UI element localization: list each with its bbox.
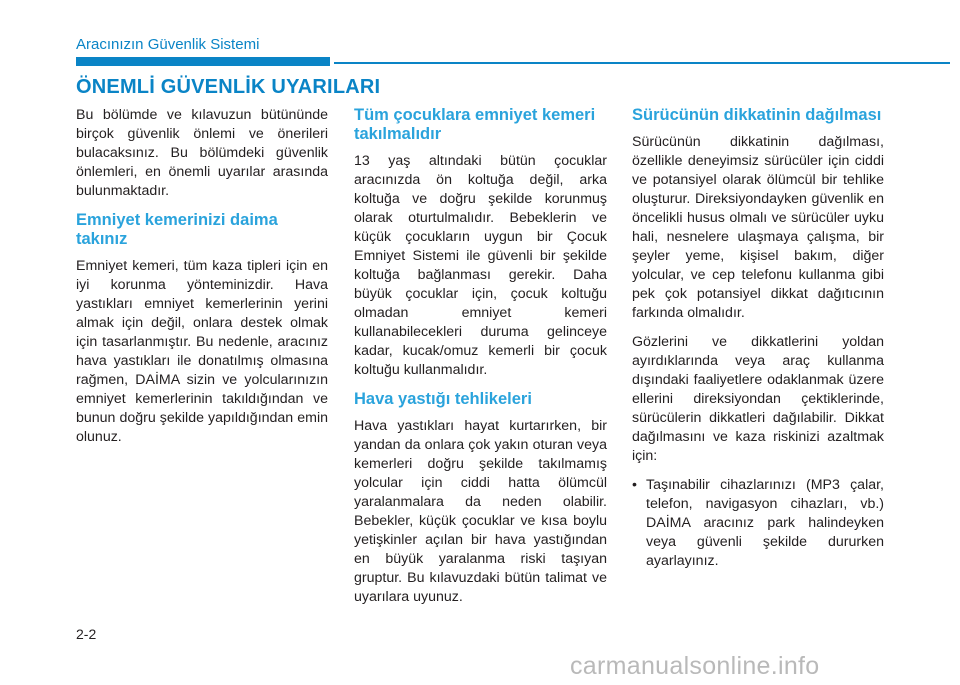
heading-airbag: Hava yastığı tehlikeleri [354, 390, 532, 408]
heading-children: Tüm çocuklara emniyet kemeri takılmalıdır [354, 106, 596, 143]
bullet-text: Taşınabilir cihazlarınızı (MP3 çalar, telefon, navigasyon cihazları, vb.) DAİMA aracınız park halindeyken veya güvenli şekilde dururken ayarlayınız. [646, 477, 884, 569]
heading-distraction: Sürücünün dikkatinin dağılması [632, 106, 882, 124]
section-label: Aracınızın Güvenlik Sistemi [76, 36, 260, 53]
distraction-paragraph-1: Sürücünün dikkatinin dağılması, özellikle deneyimsiz sürücüler için ciddi ve potansiyel olarak ölümcül bir tehlike oluşturur. Direksiyondayken güvenlik en öncelikli husus olmalı ve sürücüler uyku hali, nesnelere ulaşmaya çalışma, bir şeyler yeme, kişisel bakım, diğer yolcular, ve cep telefonu kullanma gibi pek çok potansiyel dikkat dağıtıcının farkında olmalıdır. [632, 134, 884, 321]
seatbelt-paragraph: Emniyet kemeri, tüm kaza tipleri için en iyi korunma yönteminizdir. Hava yastıkları emniyet kemerlerinin yerini almak için değil, onlara destek olmak için tasarlanmıştır. Bu nedenle, aracınız hava yastıkları ile donatılmış olmasına rağmen, DAİMA sizin ve yolcularınızın emniyet kemerlerinin takıldığından ve bunun doğru şekilde yapıldığından emin olunuz. [76, 258, 328, 445]
airbag-paragraph: Hava yastıkları hayat kurtarırken, bir yandan da onlara çok yakın oturan veya kemerleri doğru şekilde takılmamış yolcular için ciddi hatta ölümcül yaralanmalara da neden olabilir. Bebekler, küçük çocuklar ve kısa boylu yetişkinler açılan bir hava yastığından en büyük yaralanma riski taşıyan gruptur. Bu kılavuzdaki bütün talimat ve uyarılara uyunuz. [354, 418, 607, 605]
header-rule [334, 62, 950, 64]
intro-paragraph: Bu bölümde ve kılavuzun bütününde birçok güvenlik önlemi ve önerileri bulacaksınız. Bu bölümdeki güvenlik önlemleri, en önemli uyarılar arasında bulunmaktadır. [76, 107, 328, 199]
page-number: 2-2 [76, 626, 97, 642]
bullet-item [632, 476, 884, 571]
column-3 [632, 106, 884, 571]
distraction-paragraph-2: Gözlerini ve dikkatlerini yoldan ayırdıklarında veya araç kullanma dışındaki faaliyetlere odaklanmak üzere ellerini direksiyondan çektiklerinde, sürücülerin dikkatleri dağılabilir. Dikkat dağılmasını ve kaza riskinizi azaltmak için: [632, 334, 884, 464]
heading-seatbelt: Emniyet kemerinizi daima takınız [76, 211, 278, 248]
page-title: ÖNEMLİ GÜVENLİK UYARILARI [76, 76, 381, 98]
bullet-icon: • [632, 477, 637, 493]
watermark: carmanualsonline.info [570, 652, 820, 680]
column-2 [354, 106, 607, 617]
column-1 [76, 106, 328, 457]
header-accent-bar [76, 57, 330, 66]
children-paragraph: 13 yaş altındaki bütün çocuklar aracınızda ön koltuğa değil, arka koltuğa ve doğru şekilde korunmuş olarak oturtulmalıdır. Bebeklerin ve küçük çocukların uygun bir Çocuk Emniyet Sistemi ile güvenli bir şekilde koltuğa bağlanması gerekir. Daha büyük çocuklar için, çocuk koltuğu olmadan emniyet kemeri kullanabilecekleri duruma gelinceye kadar, kucak/omuz kemerli bir çocuk koltuğu kullanmalıdır. [354, 153, 607, 378]
